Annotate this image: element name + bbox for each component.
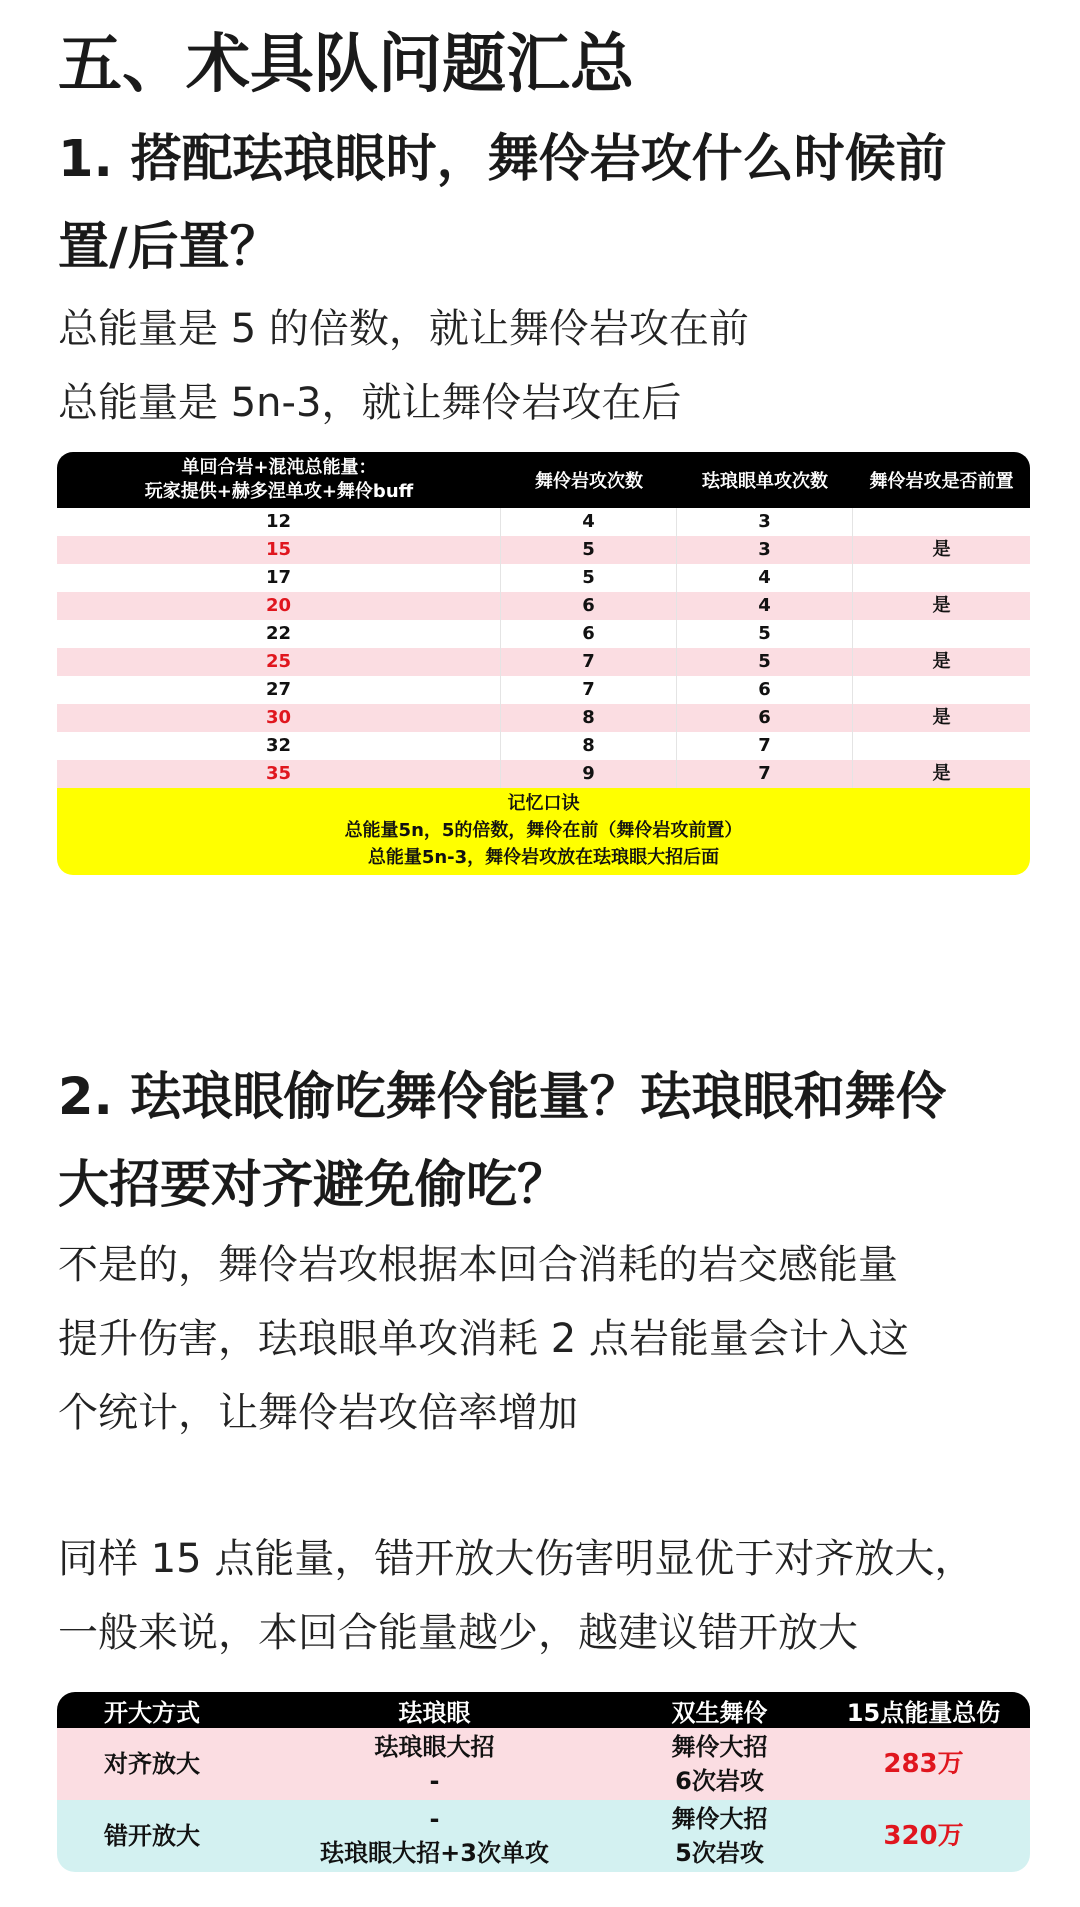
mnemonic-line: 总能量5n，5的倍数，舞伶在前（舞伶岩攻前置） xyxy=(344,820,743,841)
cell-front xyxy=(853,564,1030,592)
cell-dancer: 5 xyxy=(501,536,677,564)
section2-heading-line: 2. 珐琅眼偷吃舞伶能量？珐琅眼和舞伶 xyxy=(58,1068,947,1127)
section2-paragraph-line: 个统计，让舞伶岩攻倍率增加 xyxy=(58,1390,578,1436)
section1-paragraph-line: 总能量是 5n-3，就让舞伶岩攻在后 xyxy=(58,380,682,426)
section1-heading-line: 1. 搭配珐琅眼时，舞伶岩攻什么时候前 xyxy=(58,130,947,189)
table-row xyxy=(57,676,1030,704)
cell-energy: 17 xyxy=(57,564,501,592)
cell-dancer: 8 xyxy=(501,704,677,732)
cell-dancer: 9 xyxy=(501,760,677,788)
cell-enamel: 3 xyxy=(677,536,853,564)
cell-front: 是 xyxy=(932,763,951,784)
cell-enamel xyxy=(247,1802,622,1870)
energy-order-table xyxy=(57,452,1030,875)
section2-paragraph-line: 提升伤害，珐琅眼单攻消耗 2 点岩能量会计入这 xyxy=(58,1316,909,1362)
header-total-energy-line: 玩家提供+赫多涅单攻+舞伶buff xyxy=(144,481,414,502)
header-ult-mode: 开大方式 xyxy=(104,1698,200,1727)
header-total-energy xyxy=(57,456,501,504)
cell-mode: 对齐放大 xyxy=(104,1750,200,1778)
cell-damage: 320万 xyxy=(883,1821,964,1851)
header-total-damage: 15点能量总伤 xyxy=(846,1698,1001,1727)
section2-heading xyxy=(58,1054,1038,1230)
section2-heading-line: 大招要对齐避免偷吃？ xyxy=(58,1156,569,1215)
section2-paragraph-line: 一般来说，本回合能量越少，越建议错开放大 xyxy=(58,1610,858,1656)
cell-dancer: 7 xyxy=(501,676,677,704)
table-header-row xyxy=(57,452,1030,508)
cell-enamel: 6 xyxy=(677,676,853,704)
cell-energy: 30 xyxy=(57,704,501,732)
table-row xyxy=(57,592,1030,620)
table-row xyxy=(57,536,1030,564)
cell-enamel-line: - xyxy=(429,1767,440,1795)
header-dancer-attacks: 舞伶岩攻次数 xyxy=(535,471,643,492)
cell-dancer-line: 6次岩攻 xyxy=(675,1767,764,1795)
cell-energy: 22 xyxy=(57,620,501,648)
page-title: 五、术具队问题汇总 xyxy=(58,28,634,102)
cell-dancer: 5 xyxy=(501,564,677,592)
cell-energy: 32 xyxy=(57,732,501,760)
section2-paragraph-1 xyxy=(58,1228,1058,1450)
cell-enamel-line: 珐琅眼大招 xyxy=(374,1733,495,1761)
mnemonic-footer xyxy=(57,788,1030,875)
cell-front: 是 xyxy=(932,539,951,560)
table-row xyxy=(57,1728,1030,1800)
cell-front xyxy=(853,676,1030,704)
cell-enamel xyxy=(247,1730,622,1798)
cell-enamel: 4 xyxy=(677,564,853,592)
cell-mode: 错开放大 xyxy=(104,1822,200,1850)
damage-comparison-table xyxy=(57,1692,1030,1872)
cell-dancer-line: 舞伶大招 xyxy=(671,1733,768,1761)
header-enamel-attacks: 珐琅眼单攻次数 xyxy=(702,471,828,492)
cell-energy: 20 xyxy=(57,592,501,620)
cell-dancer: 7 xyxy=(501,648,677,676)
section1-paragraph xyxy=(58,292,1058,440)
cell-energy: 27 xyxy=(57,676,501,704)
section2-paragraph-line: 不是的，舞伶岩攻根据本回合消耗的岩交感能量 xyxy=(58,1242,898,1288)
cell-dancer: 8 xyxy=(501,732,677,760)
table-row xyxy=(57,704,1030,732)
cell-dancer xyxy=(622,1730,817,1798)
mnemonic-line: 总能量5n-3，舞伶岩攻放在珐琅眼大招后面 xyxy=(367,847,720,868)
cell-enamel: 5 xyxy=(677,620,853,648)
cell-enamel: 7 xyxy=(677,760,853,788)
cell-energy: 15 xyxy=(57,536,501,564)
cell-enamel: 7 xyxy=(677,732,853,760)
cell-energy: 12 xyxy=(57,508,501,536)
cell-enamel: 5 xyxy=(677,648,853,676)
table-row xyxy=(57,508,1030,536)
table-row xyxy=(57,620,1030,648)
section1-heading xyxy=(58,116,1038,292)
cell-enamel: 4 xyxy=(677,592,853,620)
header-enamel: 珐琅眼 xyxy=(398,1698,471,1727)
cell-front xyxy=(853,620,1030,648)
cell-front xyxy=(853,732,1030,760)
header-total-energy-line: 单回合岩+混沌总能量： xyxy=(181,457,377,478)
cell-dancer xyxy=(622,1802,817,1870)
table-row xyxy=(57,564,1030,592)
cell-front: 是 xyxy=(932,707,951,728)
table-row xyxy=(57,760,1030,788)
section1-paragraph-line: 总能量是 5 的倍数，就让舞伶岩攻在前 xyxy=(58,306,749,352)
cell-front: 是 xyxy=(932,595,951,616)
cell-dancer: 4 xyxy=(501,508,677,536)
cell-dancer-line: 舞伶大招 xyxy=(671,1805,768,1833)
cell-front xyxy=(853,508,1030,536)
cell-enamel-line: - xyxy=(429,1805,440,1833)
cell-damage: 283万 xyxy=(883,1749,964,1779)
cell-enamel: 3 xyxy=(677,508,853,536)
table-header-row xyxy=(57,1692,1030,1728)
cell-energy: 35 xyxy=(57,760,501,788)
cell-energy: 25 xyxy=(57,648,501,676)
header-dancer-front: 舞伶岩攻是否前置 xyxy=(869,471,1014,492)
cell-enamel: 6 xyxy=(677,704,853,732)
cell-front: 是 xyxy=(932,651,951,672)
cell-dancer-line: 5次岩攻 xyxy=(675,1839,764,1867)
section1-heading-line: 置/后置？ xyxy=(58,218,281,277)
table-row xyxy=(57,648,1030,676)
table-row xyxy=(57,1800,1030,1872)
mnemonic-line: 记忆口诀 xyxy=(507,793,580,814)
table-row xyxy=(57,732,1030,760)
cell-dancer: 6 xyxy=(501,620,677,648)
header-twin-dancer: 双生舞伶 xyxy=(671,1698,768,1727)
cell-enamel-line: 珐琅眼大招+3次单攻 xyxy=(320,1839,549,1867)
section2-paragraph-line: 同样 15 点能量，错开放大伤害明显优于对齐放大， xyxy=(58,1536,975,1582)
section2-paragraph-2 xyxy=(58,1522,1058,1670)
cell-dancer: 6 xyxy=(501,592,677,620)
